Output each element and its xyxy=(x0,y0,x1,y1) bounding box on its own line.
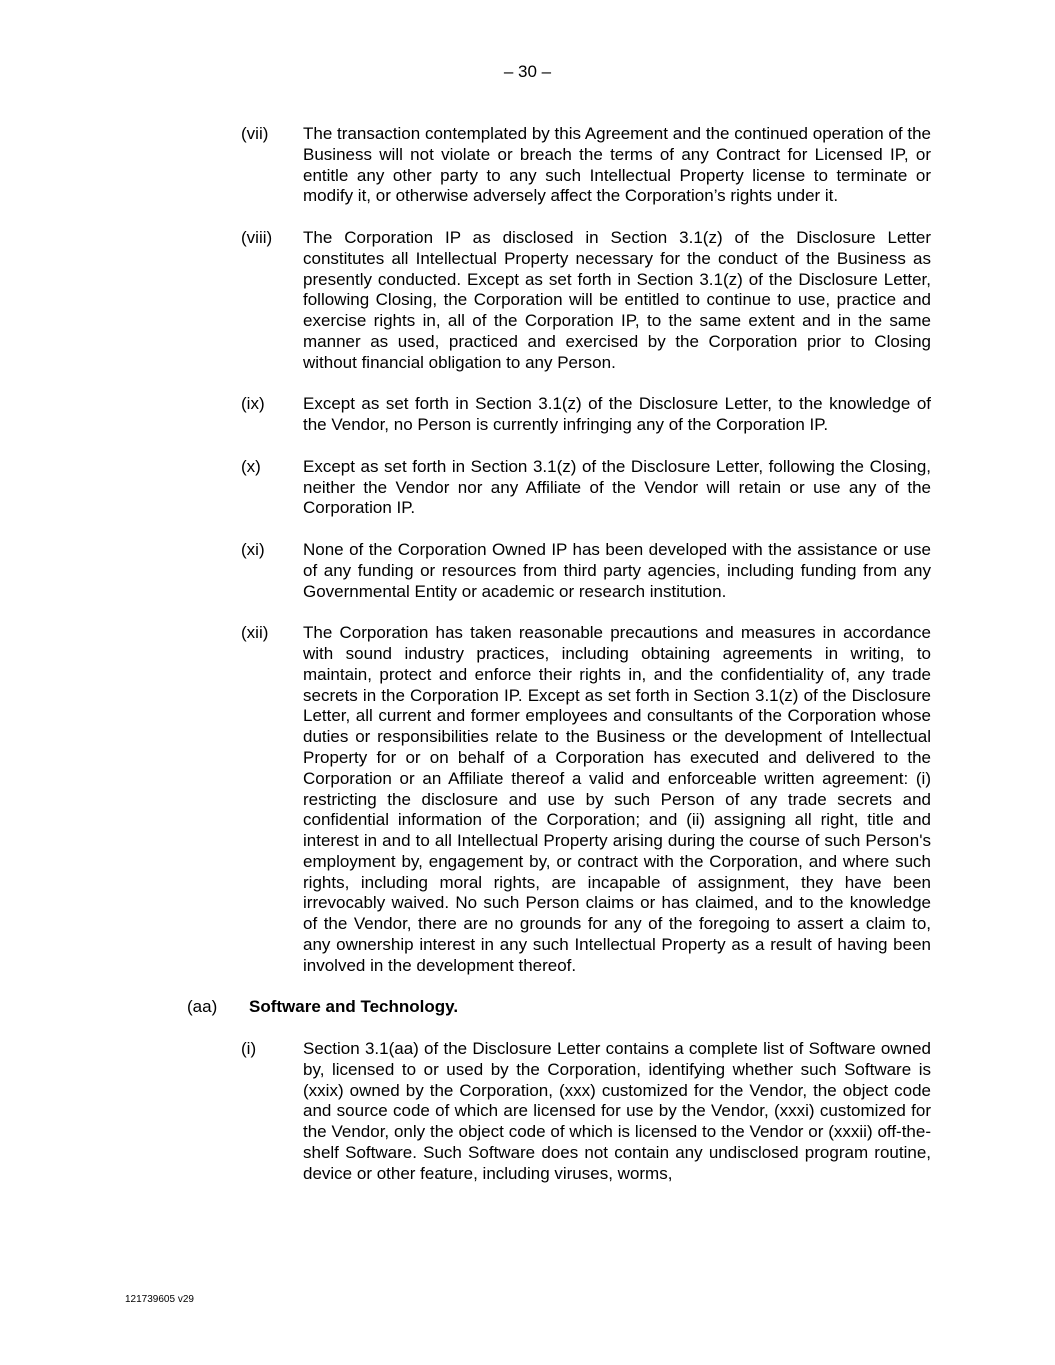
clause-text: The transaction contemplated by this Agreement and the continued operation of the Business will not violate or breach the terms of any Contract for Licensed IP, or entitle any other party to any such Intellectual Property license to terminate or modify it, or otherwise adversely affect the Corporation’s rights under it. xyxy=(303,124,931,206)
clause-text: Except as set forth in Section 3.1(z) of the Disclosure Letter, following the Closing, neither the Vendor nor any Affiliate of the Vendor will retain or use any of the Corporation IP. xyxy=(303,456,931,518)
clause-number: (viii) xyxy=(241,227,273,247)
clause-xi xyxy=(0,540,1055,602)
clause-text: Except as set forth in Section 3.1(z) of the Disclosure Letter, to the knowledge of the Vendor, no Person is currently infringing any of the Corporation IP. xyxy=(303,394,931,435)
clause-ix xyxy=(0,394,1055,436)
clause-number: (xi) xyxy=(241,539,265,559)
clause-xii xyxy=(0,623,1055,977)
clause-number: (vii) xyxy=(241,124,269,143)
clause-number: (xii) xyxy=(241,623,269,643)
subclause-i xyxy=(0,1039,1055,1185)
clause-x xyxy=(0,457,1055,519)
clause-number: (i) xyxy=(241,1039,257,1059)
section-title: Software and Technology. xyxy=(249,997,459,1017)
clause-viii xyxy=(0,228,1055,374)
clause-number: (x) xyxy=(241,456,261,476)
clause-vii xyxy=(0,124,1055,207)
page-number: – 30 – xyxy=(503,62,552,81)
section-heading xyxy=(0,997,1055,1018)
clause-text: The Corporation IP as disclosed in Section 3.1(z) of the Disclosure Letter constitutes all Intellectual Property necessary for the conduct of the Business as presently conducted. Except as set forth in Section 3.1(z) of the Disclosure Letter, following Closing, the Corporation will be entitled to continue to use, practice and exercise rights in, all of the Corporation IP, to the same extent and in the same manner as used, practiced and exercised by the Corporation prior to Closing without financial obligation to any Person. xyxy=(303,227,931,372)
clause-text: Section 3.1(aa) of the Disclosure Letter contains a complete list of Software owned by, licensed to or used by the Corporation, identifying whether such Software is (xxix) owned by the Corporation, (xxx) customized for the Vendor, the object code and source code of which are licensed for use by the Vendor, (xxxi) customized for the Vendor, only the object code of which is licensed to the Vendor or (xxxii) off-the-shelf Software. Such Software does not contain any undisclosed program routine, device or other feature, including viruses, worms, xyxy=(303,1039,931,1183)
section-number: (aa) xyxy=(187,997,218,1017)
clause-number: (ix) xyxy=(241,394,265,414)
document-id: 121739605 v29 xyxy=(125,1294,194,1305)
clause-text: The Corporation has taken reasonable precautions and measures in accordance with sound industry practices, including obtaining agreements in writing, to maintain, protect and enforce their rights in, and the confidentiality of, any trade secrets in the Corporation IP. Except as set forth in Section 3.1(z) of the Disclosure Letter, all current and former employees and consultants of the Corporation whose duties or responsibilities relate to the Business or the development of Intellectual Property for or on behalf of a Corporation has executed and delivered to the Corporation or an Affiliate thereof a valid and enforceable written agreement: (i) restricting the disclosure and use by such Person of any trade secrets and confidential information of the Corporation; and (ii) assigning all right, title and interest in and to all Intellectual Property arising during the course of such Person's employment by, engagement by, or contract with the Corporation, and where such rights, including moral rights, are incapable of assignment, they have been irrevocably waived. No such Person claims or has claimed, and to the knowledge of the Vendor, there are no grounds for any of the foregoing to assert a claim to, any ownership interest in any such Intellectual Property as a result of having been involved in the development thereof. xyxy=(303,623,931,975)
clause-list xyxy=(0,124,1055,1205)
clause-text: None of the Corporation Owned IP has been developed with the assistance or use of any funding or resources from third party agencies, including funding from any Governmental Entity or academic or research institution. xyxy=(303,539,931,601)
